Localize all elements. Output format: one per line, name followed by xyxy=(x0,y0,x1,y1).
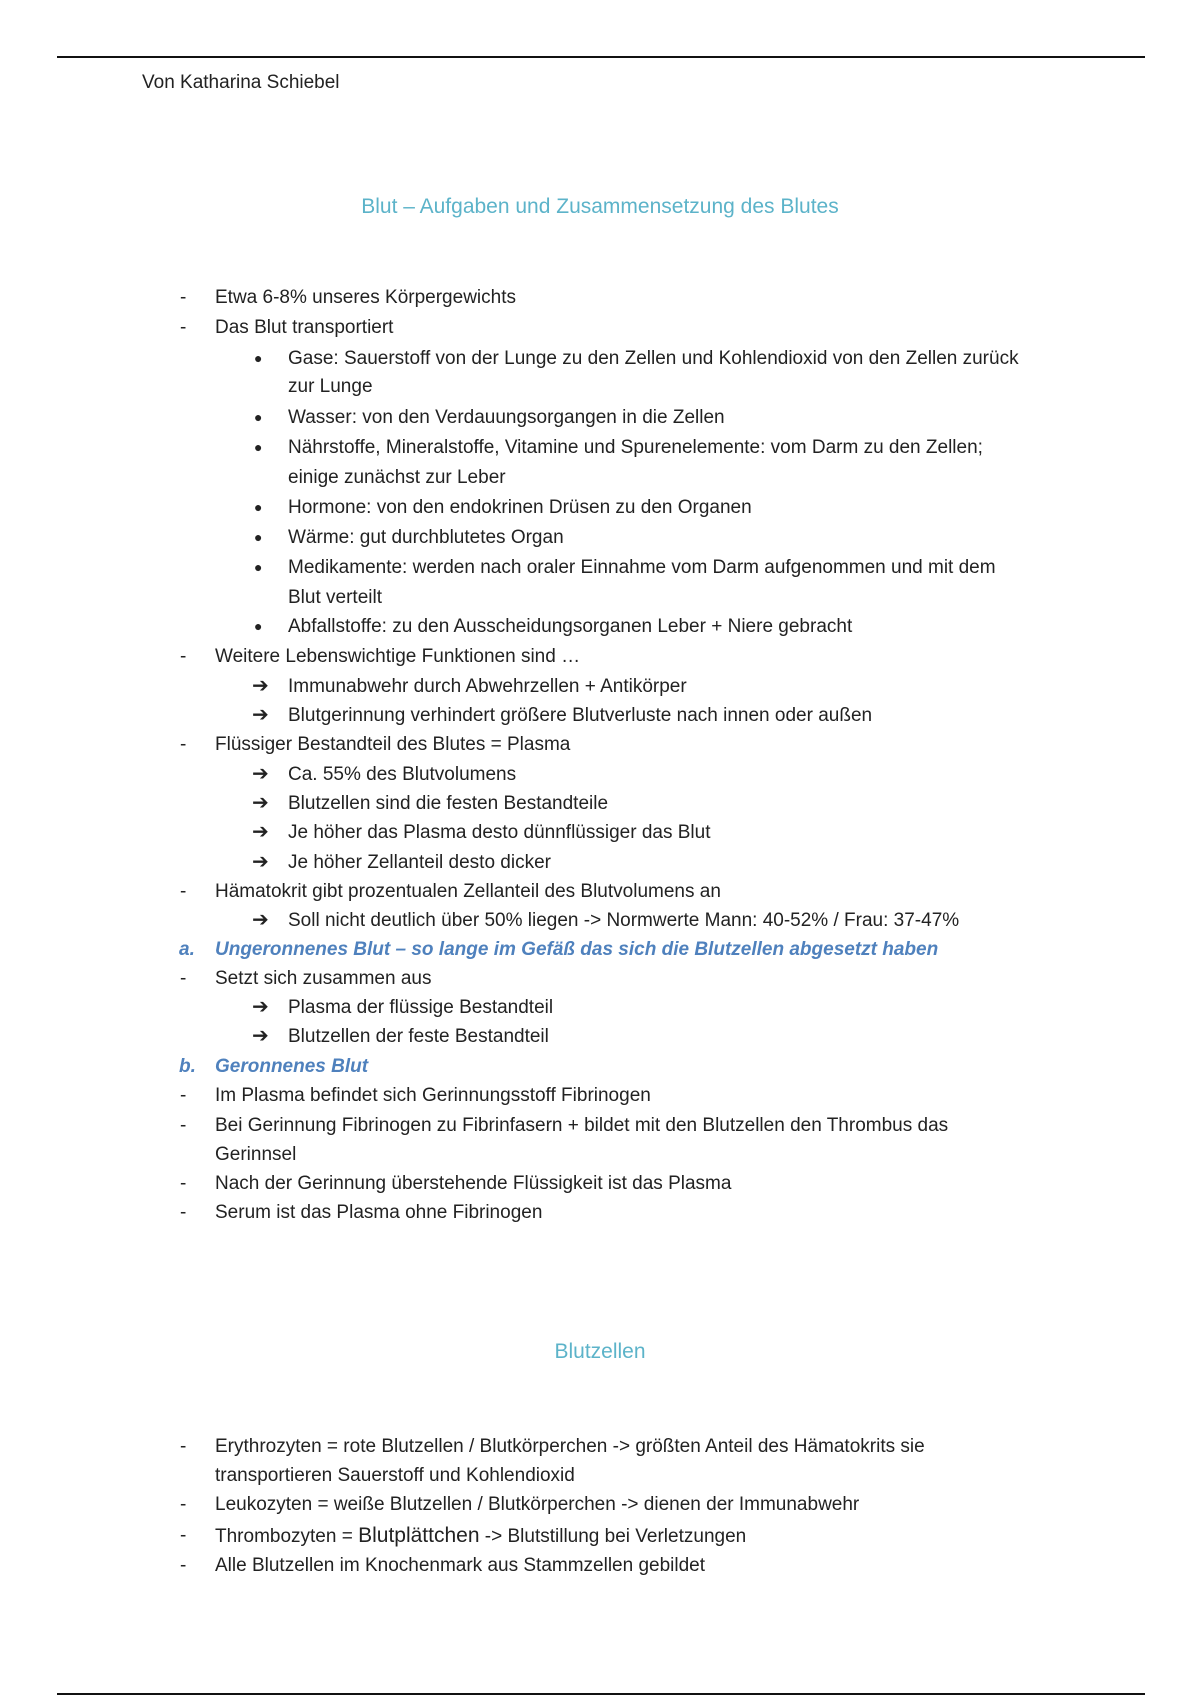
list-item-text: -> Blutstillung bei Verletzungen xyxy=(479,1526,747,1547)
list-item-continuation: zur Lunge xyxy=(288,376,373,397)
list-item: Etwa 6-8% unseres Körpergewichts xyxy=(215,287,516,308)
list-item-text-large: Blutplättchen xyxy=(358,1524,480,1547)
dash-marker: - xyxy=(180,1436,187,1457)
list-item: Je höher das Plasma desto dünnflüssiger das Blut xyxy=(288,822,711,843)
list-item: Das Blut transportiert xyxy=(215,317,394,338)
subsection-marker-a: a. xyxy=(179,939,195,960)
arrow-icon: ➔ xyxy=(252,909,269,931)
arrow-icon: ➔ xyxy=(252,821,269,843)
list-item-continuation: einige zunächst zur Leber xyxy=(288,467,506,488)
list-item: Immunabwehr durch Abwehrzellen + Antikörper xyxy=(288,676,687,697)
bullet-marker: ● xyxy=(254,409,263,425)
dash-marker: - xyxy=(180,881,187,902)
list-item: Nährstoffe, Mineralstoffe, Vitamine und Spurenelemente: vom Darm zu den Zellen; xyxy=(288,437,983,458)
dash-marker: - xyxy=(180,1555,187,1576)
list-item: Alle Blutzellen im Knochenmark aus Stammzellen gebildet xyxy=(215,1555,706,1576)
section-title-blutzellen: Blutzellen xyxy=(554,1340,646,1363)
dash-marker: - xyxy=(180,734,187,755)
arrow-icon: ➔ xyxy=(252,675,269,697)
dash-marker: - xyxy=(180,1115,187,1136)
bullet-marker: ● xyxy=(254,559,263,575)
list-item-continuation: Blut verteilt xyxy=(288,587,382,608)
dash-marker: - xyxy=(180,1173,187,1194)
dash-marker: - xyxy=(180,1202,187,1223)
list-item-continuation: Gerinnsel xyxy=(215,1144,297,1165)
dash-marker: - xyxy=(180,317,187,338)
list-item: Nach der Gerinnung überstehende Flüssigkeit ist das Plasma xyxy=(215,1173,732,1194)
list-item: Ca. 55% des Blutvolumens xyxy=(288,764,517,785)
bottom-rule xyxy=(57,1693,1145,1695)
bullet-marker: ● xyxy=(254,529,263,545)
list-item: Soll nicht deutlich über 50% liegen -> Normwerte Mann: 40-52% / Frau: 37-47% xyxy=(288,910,960,931)
dash-marker: - xyxy=(180,968,187,989)
list-item-text: Thrombozyten = xyxy=(215,1526,359,1547)
list-item: Je höher Zellanteil desto dicker xyxy=(288,852,551,873)
list-item: Flüssiger Bestandteil des Blutes = Plasma xyxy=(215,734,571,755)
list-item: Abfallstoffe: zu den Ausscheidungsorganen Leber + Niere gebracht xyxy=(288,616,853,637)
list-item: Blutgerinnung verhindert größere Blutverluste nach innen oder außen xyxy=(288,705,873,726)
list-item: Serum ist das Plasma ohne Fibrinogen xyxy=(215,1202,543,1223)
arrow-icon: ➔ xyxy=(252,763,269,785)
list-item: Leukozyten = weiße Blutzellen / Blutkörperchen -> dienen der Immunabwehr xyxy=(215,1494,860,1515)
list-item: Wärme: gut durchblutetes Organ xyxy=(288,527,564,548)
top-rule xyxy=(57,56,1145,58)
list-item: Setzt sich zusammen aus xyxy=(215,968,432,989)
page-title: Blut – Aufgaben und Zusammensetzung des Blutes xyxy=(361,195,839,218)
arrow-icon: ➔ xyxy=(252,1025,269,1047)
bullet-marker: ● xyxy=(254,499,263,515)
list-item xyxy=(215,1521,746,1551)
dash-marker: - xyxy=(180,287,187,308)
list-item: Blutzellen sind die festen Bestandteile xyxy=(288,793,609,814)
list-item: Hormone: von den endokrinen Drüsen zu den Organen xyxy=(288,497,752,518)
bullet-marker: ● xyxy=(254,350,263,366)
list-item: Wasser: von den Verdauungsorgangen in die Zellen xyxy=(288,407,725,428)
list-item: Weitere Lebenswichtige Funktionen sind … xyxy=(215,646,581,667)
list-item: Erythrozyten = rote Blutzellen / Blutkörperchen -> größten Anteil des Hämatokrits sie xyxy=(215,1436,925,1457)
arrow-icon: ➔ xyxy=(252,851,269,873)
list-item: Gase: Sauerstoff von der Lunge zu den Zellen und Kohlendioxid von den Zellen zurück xyxy=(288,348,1019,369)
dash-marker: - xyxy=(180,1085,187,1106)
list-item: Im Plasma befindet sich Gerinnungsstoff Fibrinogen xyxy=(215,1085,651,1106)
subsection-title-b: Geronnenes Blut xyxy=(215,1056,369,1077)
dash-marker: - xyxy=(180,1494,187,1515)
arrow-icon: ➔ xyxy=(252,792,269,814)
subsection-title-a: Ungeronnenes Blut – so lange im Gefäß das sich die Blutzellen abgesetzt haben xyxy=(215,939,939,960)
list-item: Plasma der flüssige Bestandteil xyxy=(288,997,554,1018)
subsection-marker-b: b. xyxy=(179,1056,196,1077)
list-item: Medikamente: werden nach oraler Einnahme vom Darm aufgenommen und mit dem xyxy=(288,557,996,578)
list-item: Bei Gerinnung Fibrinogen zu Fibrinfasern + bildet mit den Blutzellen den Thrombus das xyxy=(215,1115,949,1136)
arrow-icon: ➔ xyxy=(252,996,269,1018)
bullet-marker: ● xyxy=(254,439,263,455)
bullet-marker: ● xyxy=(254,618,263,634)
dash-marker: - xyxy=(180,646,187,667)
arrow-icon: ➔ xyxy=(252,704,269,726)
list-item-continuation: transportieren Sauerstoff und Kohlendioxid xyxy=(215,1465,575,1486)
dash-marker: - xyxy=(180,1525,187,1546)
list-item: Blutzellen der feste Bestandteil xyxy=(288,1026,549,1047)
author-line: Von Katharina Schiebel xyxy=(142,72,340,93)
list-item: Hämatokrit gibt prozentualen Zellanteil des Blutvolumens an xyxy=(215,881,721,902)
